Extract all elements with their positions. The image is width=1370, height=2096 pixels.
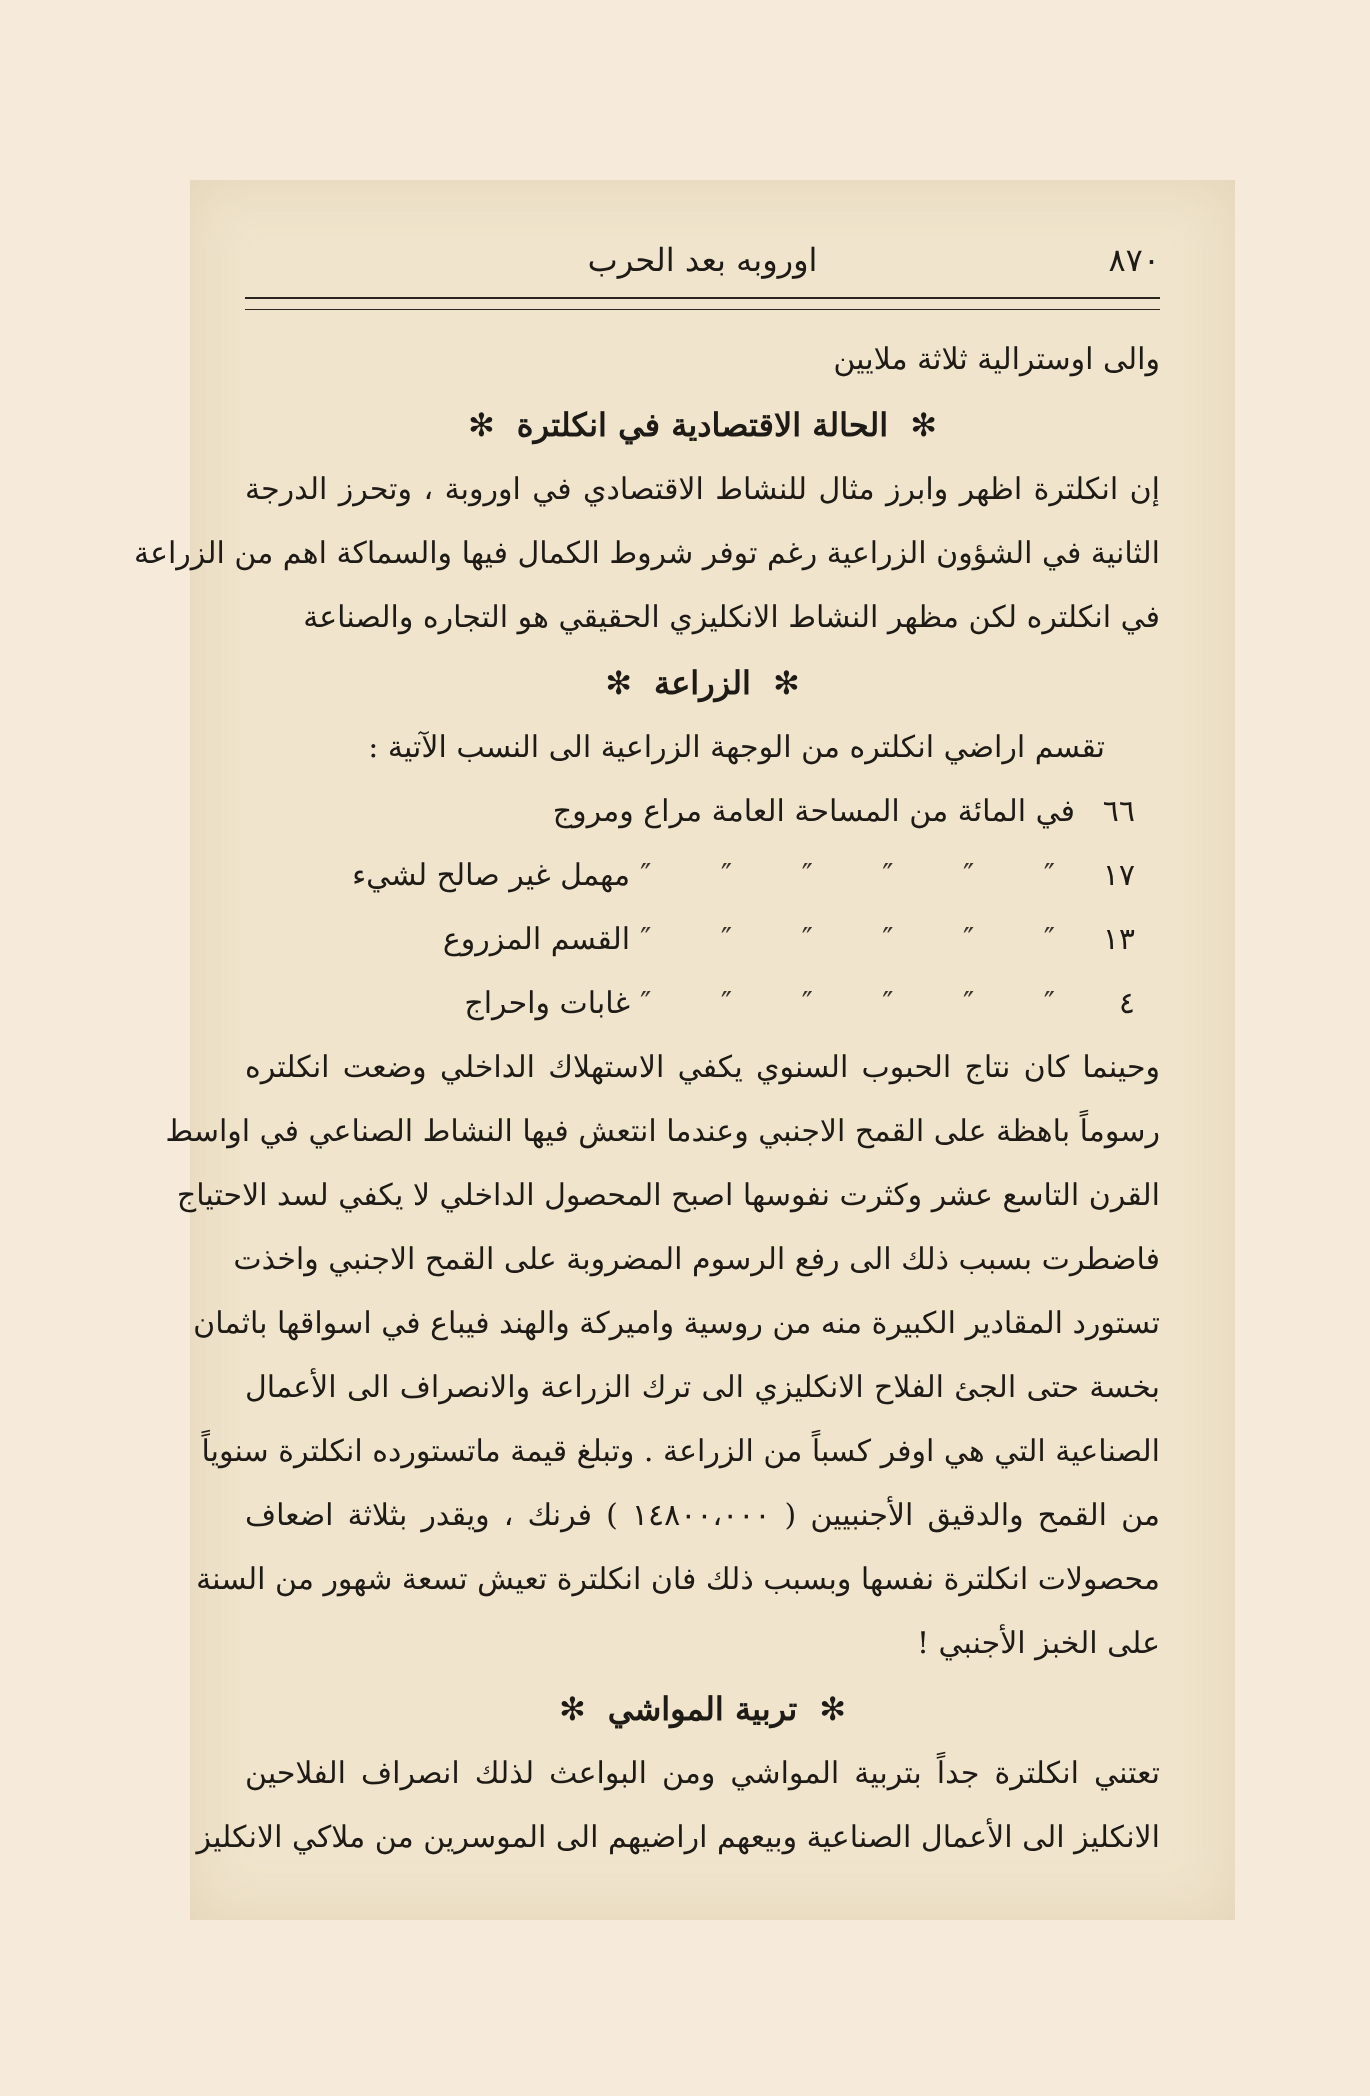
text-line: تقسم اراضي انكلتره من الوجهة الزراعية الى النسب الآتية : <box>368 730 1105 765</box>
text-line: القرن التاسع عشر وكثرت نفوسها اصبح المحصول الداخلي لا يكفي لسد الاحتياج <box>176 1178 1160 1213</box>
asterisk-ornament-icon: ✻ <box>605 664 633 702</box>
text-line: تعتني انكلترة جداً بتربية المواشي ومن البواعث لذلك انصراف الفلاحين <box>245 1756 1160 1791</box>
page-header <box>245 225 1160 295</box>
text-line: الثانية في الشؤون الزراعية رغم توفر شروط الكمال فيها والسماكة اهم من الزراعة <box>133 536 1160 571</box>
asterisk-ornament-icon: ✻ <box>558 1690 586 1728</box>
text-line: بخسة حتى الجئ الفلاح الانكليزي الى ترك الزراعة والانصراف الى الأعمال <box>245 1370 1160 1405</box>
running-title: اوروبه بعد الحرب <box>587 241 818 279</box>
asterisk-ornament-icon: ✻ <box>910 406 937 444</box>
list-item: ١٧″ ″ ″ ″ ″ ″مهمل غير صالح لشيء <box>352 858 1135 893</box>
section-heading-agriculture: ✻الزراعة✻ <box>605 664 800 702</box>
asterisk-ornament-icon: ✻ <box>772 664 800 702</box>
text-line: من القمح والدقيق الأجنبيين ( ١٤٨٠٠،٠٠٠ ) فرنك ، ويقدر بثلاثة اضعاف <box>245 1498 1161 1533</box>
text-line: إن انكلترة اظهر وابرز مثال للنشاط الاقتصادي في اوروبة ، وتحرز الدرجة <box>245 472 1160 507</box>
book-page <box>133 180 1235 1920</box>
list-item: ٦٦في المائة من المساحة العامة مراع ومروج <box>552 794 1135 829</box>
text-line: وحينما كان نتاج الحبوب السنوي يكفي الاستهلاك الداخلي وضعت انكلتره <box>245 1050 1160 1085</box>
text-line: فاضطرت بسبب ذلك الى رفع الرسوم المضروبة على القمح الاجنبي واخذت <box>233 1242 1160 1277</box>
list-item: ١٣″ ″ ″ ″ ″ ″القسم المزروع <box>442 922 1135 957</box>
text-line: تستورد المقادير الكبيرة منه من روسية واميركة والهند فيباع في اسواقها باثمان <box>193 1306 1160 1341</box>
page-content <box>133 225 1161 1870</box>
text-line: رسوماً باهظة على القمح الاجنبي وعندما انتعش فيها النشاط الصناعي في اواسط <box>165 1114 1160 1149</box>
text-line: على الخبز الأجنبي ! <box>916 1626 1160 1661</box>
asterisk-ornament-icon: ✻ <box>467 406 495 444</box>
page-number: ٨٧٠ <box>1108 241 1160 279</box>
text-line: الانكليز الى الأعمال الصناعية وبيعهم اراضيهم الى الموسرين من ملاكي الانكليز <box>196 1820 1160 1855</box>
header-rule <box>245 297 1160 310</box>
text-line: والى اوسترالية ثلاثة ملايين <box>833 342 1160 377</box>
list-item: ٤″ ″ ″ ″ ″ ″غابات واحراج <box>464 986 1135 1021</box>
text-line: في انكلتره لكن مظهر النشاط الانكليزي الحقيقي هو التجاره والصناعة <box>303 600 1160 635</box>
asterisk-ornament-icon: ✻ <box>819 1690 847 1728</box>
text-line: الصناعية التي هي اوفر كسباً من الزراعة . وتبلغ قيمة ماتستورده انكلترة سنوياً <box>201 1434 1160 1469</box>
text-line: محصولات انكلترة نفسها وبسبب ذلك فان انكلترة تعيش تسعة شهور من السنة <box>196 1562 1160 1597</box>
section-heading-economy: ✻الحالة الاقتصادية في انكلترة✻ <box>467 406 937 444</box>
section-heading-livestock: ✻تربية المواشي✻ <box>558 1690 847 1728</box>
